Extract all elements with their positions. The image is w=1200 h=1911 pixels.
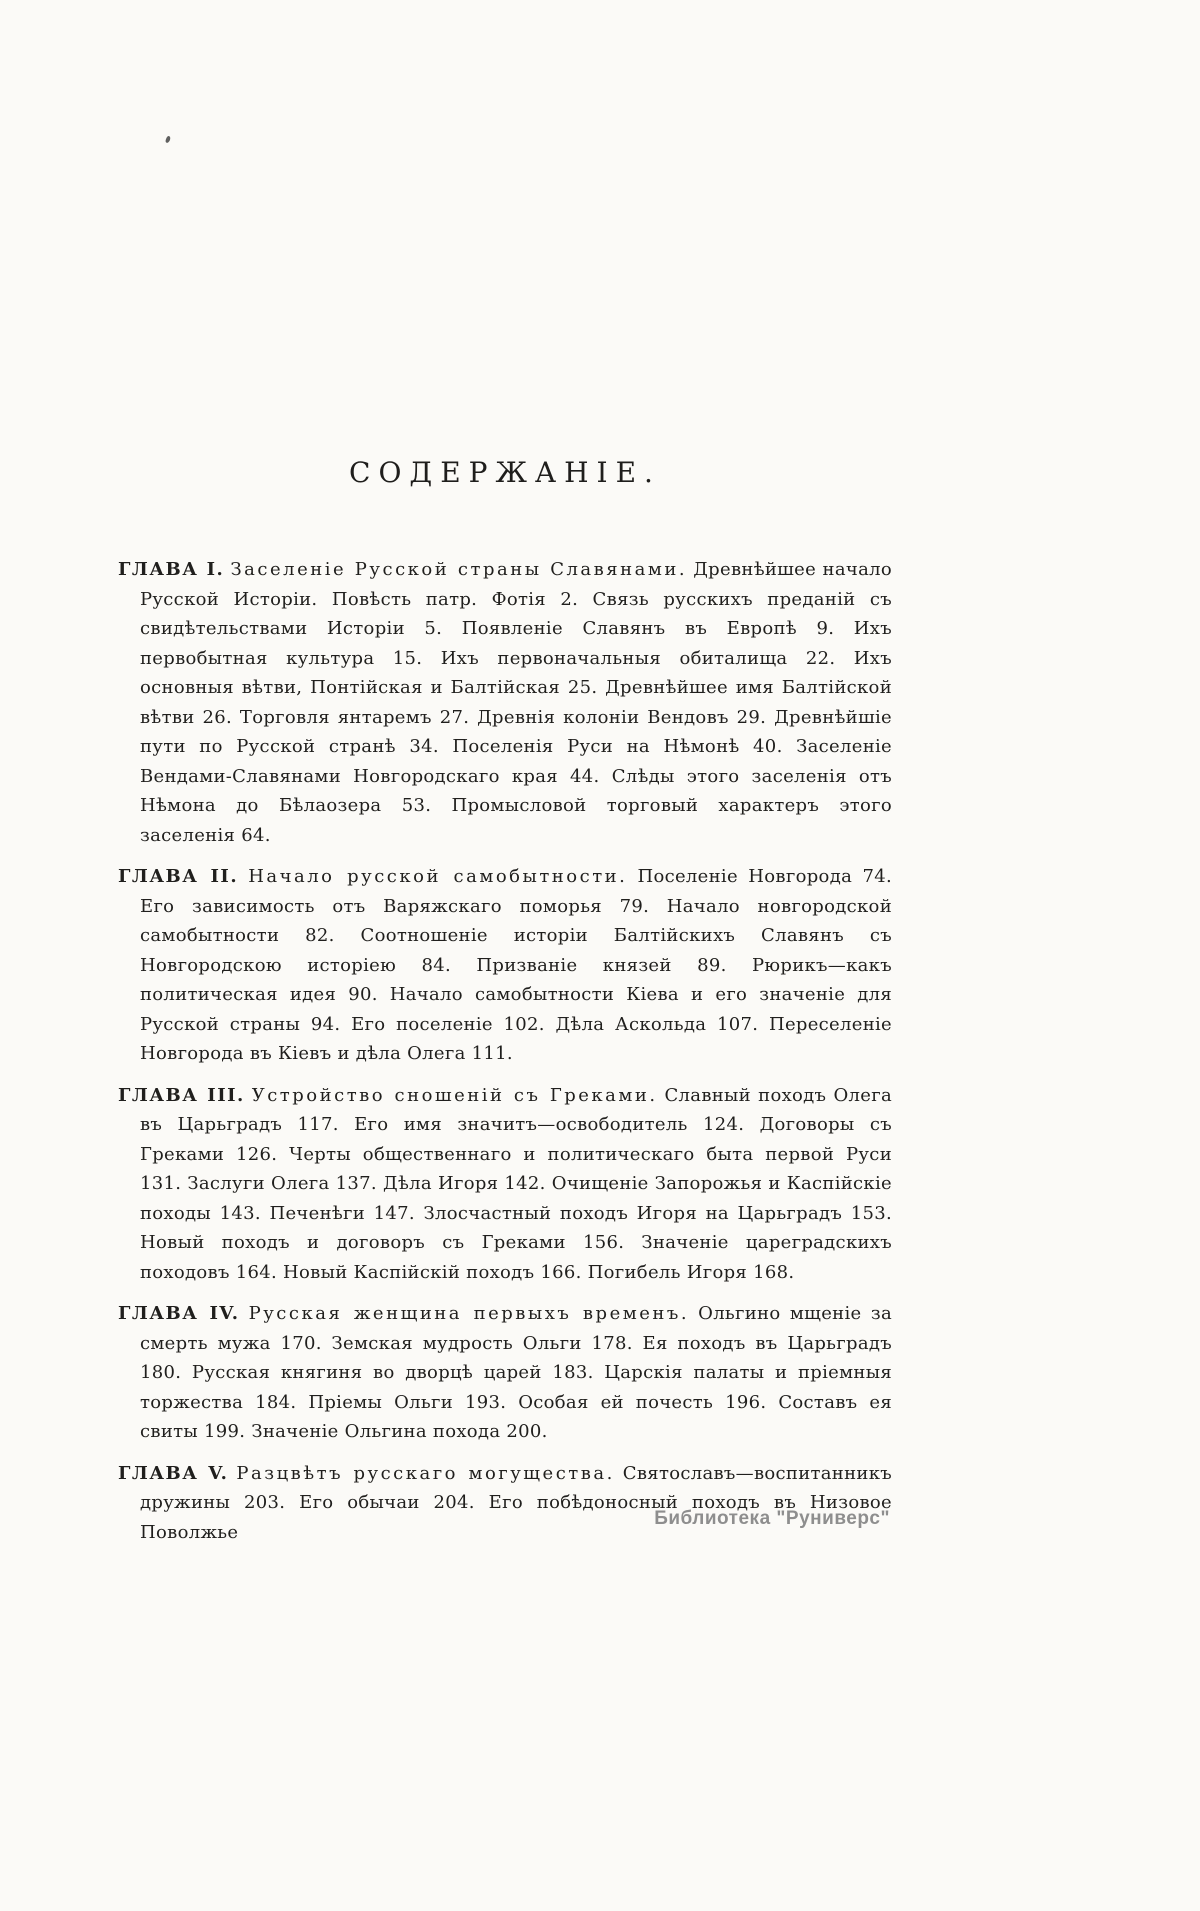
- chapter-title: Разцвѣтъ русскаго могущества.: [236, 1462, 615, 1484]
- chapter-summary: Святославъ—воспитанникъ дружины 203. Его обычаи 204. Его побѣдоносный походъ въ Низовое Поволжье: [140, 1462, 892, 1543]
- toc-entry-chapter-1: [118, 555, 892, 850]
- page-title: СОДЕРЖАНІЕ.: [349, 456, 661, 489]
- chapter-label: ГЛАВА IV.: [118, 1303, 240, 1324]
- toc-entry-chapter-4: [118, 1299, 892, 1447]
- chapter-label: ГЛАВА III.: [118, 1084, 245, 1106]
- toc-entry-chapter-3: [118, 1081, 892, 1288]
- chapter-summary: Древнѣйшее начало Русской Исторіи. Повѣсть патр. Фотія 2. Связь русскихъ преданій съ свидѣтельствами Исторіи 5. Появленіе Славянъ въ Европѣ 9. Ихъ первобытная культура 15. Ихъ первоначальныя обиталища 22. Ихъ основныя вѣтви, Понтійская и Балтійская 25. Древнѣйшее имя Балтійской вѣтви 26. Торговля янтаремъ 27. Древнія колоніи Вендовъ 29. Древнѣйшіе пути по Русской странѣ 34. Поселенія Руси на Нѣмонѣ 40. Заселеніе Вендами-Славянами Новгородскаго края 44. Слѣды этого заселенія отъ Нѣмона до Бѣлаозера 53. Промысловой торговый характеръ этого заселенія 64.: [140, 559, 892, 846]
- chapter-label: ГЛАВА II.: [118, 866, 239, 887]
- chapter-label: ГЛАВА V.: [118, 1462, 229, 1484]
- library-watermark: Библиотека "Руниверс": [654, 1508, 890, 1529]
- toc-entry-chapter-5: [118, 1459, 892, 1548]
- chapter-title: Начало русской самобытности.: [248, 866, 628, 887]
- chapter-summary: Славный походъ Олега въ Царьградъ 117. Его имя значитъ—освободитель 124. Договоры съ Греками 126. Черты общественнаго и политическаго быта первой Руси 131. Заслуги Олега 137. Дѣла Игоря 142. Очищеніе Запорожья и Каспійскіе походы 143. Печенѣги 147. Злосчастный походъ Игоря на Царьградъ 153. Новый походъ и договоръ съ Греками 156. Значеніе цареградскихъ походовъ 164. Новый Каспійскій походъ 166. Погибель Игоря 168.: [140, 1084, 892, 1283]
- page-content: [118, 0, 892, 1559]
- chapter-title: Заселеніе Русской страны Славянами.: [230, 559, 688, 580]
- chapter-summary: Ольгино мщеніе за смерть мужа 170. Земская мудрость Ольги 178. Ея походъ въ Царьградъ 180. Русская княгиня во дворцѣ царей 183. Царскія палаты и пріемныя торжества 184. Пріемы Ольги 193. Особая ей почесть 196. Составъ ея свиты 199. Значеніе Ольгина похода 200.: [140, 1303, 892, 1442]
- toc-chapters: [118, 555, 892, 1547]
- chapter-label: ГЛАВА I.: [118, 559, 225, 580]
- chapter-title: Устройство сношеній съ Греками.: [251, 1084, 658, 1106]
- chapter-summary: Поселеніе Новгорода 74. Его зависимость отъ Варяжскаго поморья 79. Начало новгородской самобытности 82. Соотношеніе исторіи Балтійскихъ Славянъ съ Новгородскою исторіею 84. Призваніе князей 89. Рюрикъ—какъ политическая идея 90. Начало самобытности Кіева и его значеніе для Русской страны 94. Его поселеніе 102. Дѣла Аскольда 107. Переселеніе Новгорода въ Кіевъ и дѣла Олега 111.: [140, 866, 892, 1064]
- toc-entry-chapter-2: [118, 862, 892, 1069]
- chapter-title: Русская женщина первыхъ временъ.: [248, 1303, 690, 1324]
